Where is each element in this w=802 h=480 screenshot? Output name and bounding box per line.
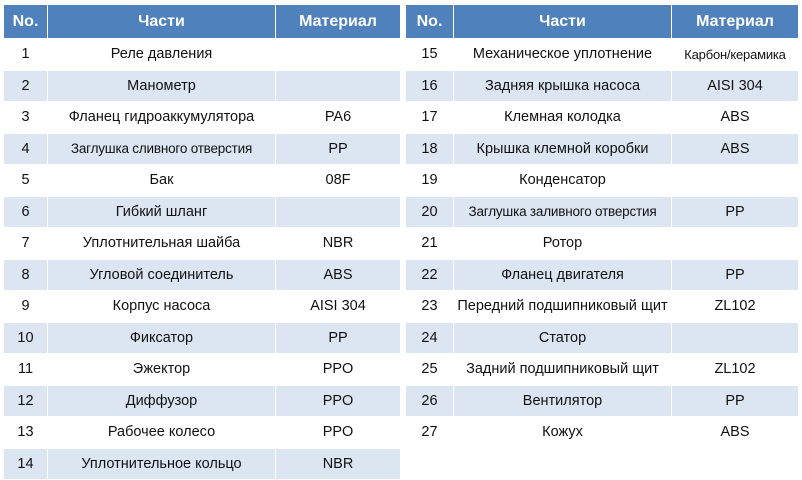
- row-number: 20: [406, 197, 454, 229]
- row-number: 8: [4, 260, 48, 292]
- table-row: [4, 323, 400, 355]
- part-material: PP: [276, 323, 400, 355]
- table-row: [406, 165, 798, 197]
- part-material: ZL102: [672, 291, 798, 323]
- part-name: Заглушка заливного отверстия: [454, 197, 672, 229]
- part-material: ABS: [672, 134, 798, 166]
- table-row: [406, 386, 798, 418]
- part-name: Передний подшипниковый щит: [454, 291, 672, 323]
- row-number: 14: [4, 449, 48, 480]
- header-row: [406, 5, 798, 39]
- part-name: Гибкий шланг: [48, 197, 276, 229]
- part-name: Статор: [454, 323, 672, 355]
- row-number: 19: [406, 165, 454, 197]
- row-number: 1: [4, 39, 48, 71]
- table-row: [406, 417, 798, 449]
- part-name: Клемная колодка: [454, 102, 672, 134]
- row-number: 15: [406, 39, 454, 71]
- part-material: Карбон/керамика: [672, 39, 798, 71]
- table-row: [4, 134, 400, 166]
- part-material: [672, 323, 798, 355]
- parts-table-right: [406, 5, 798, 449]
- part-name: Задний подшипниковый щит: [454, 354, 672, 386]
- part-material: [672, 228, 798, 260]
- row-number: 7: [4, 228, 48, 260]
- row-number: 3: [4, 102, 48, 134]
- parts-table-left: [4, 5, 400, 480]
- row-number: 16: [406, 71, 454, 103]
- part-material: PA6: [276, 102, 400, 134]
- row-number: 12: [4, 386, 48, 418]
- table-row: [4, 386, 400, 418]
- header-part: Части: [48, 5, 276, 39]
- row-number: 25: [406, 354, 454, 386]
- part-material: [672, 165, 798, 197]
- header-no: No.: [4, 5, 48, 39]
- row-number: 10: [4, 323, 48, 355]
- row-number: 22: [406, 260, 454, 292]
- table-row: [406, 71, 798, 103]
- row-number: 5: [4, 165, 48, 197]
- part-name: Угловой соединитель: [48, 260, 276, 292]
- part-material: PP: [276, 134, 400, 166]
- part-name: Бак: [48, 165, 276, 197]
- part-material: NBR: [276, 449, 400, 480]
- table-row: [4, 102, 400, 134]
- row-number: 26: [406, 386, 454, 418]
- table-row: [406, 134, 798, 166]
- table-row: [406, 291, 798, 323]
- row-number: 17: [406, 102, 454, 134]
- part-material: 08F: [276, 165, 400, 197]
- table-row: [406, 39, 798, 71]
- part-material: PPO: [276, 354, 400, 386]
- part-name: Фланец гидроаккумулятора: [48, 102, 276, 134]
- table-row: [4, 71, 400, 103]
- part-name: Уплотнительное кольцо: [48, 449, 276, 480]
- table-row: [4, 417, 400, 449]
- table-row: [406, 102, 798, 134]
- part-material: NBR: [276, 228, 400, 260]
- header-no: No.: [406, 5, 454, 39]
- part-name: Задняя крышка насоса: [454, 71, 672, 103]
- part-name: Эжектор: [48, 354, 276, 386]
- row-number: 23: [406, 291, 454, 323]
- part-material: ZL102: [672, 354, 798, 386]
- left-table-body: [4, 39, 400, 480]
- part-name: Ротор: [454, 228, 672, 260]
- header-material: Материал: [276, 5, 400, 39]
- part-material: [276, 71, 400, 103]
- table-row: [4, 449, 400, 480]
- table-row: [4, 39, 400, 71]
- part-name: Фланец двигателя: [454, 260, 672, 292]
- part-material: AISI 304: [276, 291, 400, 323]
- part-name: Заглушка сливного отверстия: [48, 134, 276, 166]
- row-number: 9: [4, 291, 48, 323]
- part-material: [276, 39, 400, 71]
- table-row: [4, 260, 400, 292]
- table-row: [406, 354, 798, 386]
- row-number: 13: [4, 417, 48, 449]
- header-part: Части: [454, 5, 672, 39]
- row-number: 6: [4, 197, 48, 229]
- part-material: AISI 304: [672, 71, 798, 103]
- table-row: [4, 165, 400, 197]
- right-table-body: [406, 39, 798, 449]
- part-name: Уплотнительная шайба: [48, 228, 276, 260]
- part-name: Кожух: [454, 417, 672, 449]
- table-row: [4, 354, 400, 386]
- part-name: Конденсатор: [454, 165, 672, 197]
- table-row: [4, 291, 400, 323]
- row-number: 18: [406, 134, 454, 166]
- table-row: [4, 197, 400, 229]
- part-material: [276, 197, 400, 229]
- part-material: PP: [672, 386, 798, 418]
- part-name: Механическое уплотнение: [454, 39, 672, 71]
- part-material: PPO: [276, 386, 400, 418]
- row-number: 24: [406, 323, 454, 355]
- part-name: Фиксатор: [48, 323, 276, 355]
- table-row: [406, 323, 798, 355]
- header-row: [4, 5, 400, 39]
- part-material: PPO: [276, 417, 400, 449]
- table-row: [406, 260, 798, 292]
- part-material: ABS: [276, 260, 400, 292]
- table-row: [4, 228, 400, 260]
- part-name: Диффузор: [48, 386, 276, 418]
- table-row: [406, 197, 798, 229]
- header-material: Материал: [672, 5, 798, 39]
- table-row: [406, 228, 798, 260]
- part-name: Корпус насоса: [48, 291, 276, 323]
- part-name: Крышка клемной коробки: [454, 134, 672, 166]
- row-number: 27: [406, 417, 454, 449]
- part-material: ABS: [672, 102, 798, 134]
- row-number: 21: [406, 228, 454, 260]
- row-number: 11: [4, 354, 48, 386]
- part-name: Манометр: [48, 71, 276, 103]
- part-name: Вентилятор: [454, 386, 672, 418]
- row-number: 4: [4, 134, 48, 166]
- part-name: Рабочее колесо: [48, 417, 276, 449]
- part-name: Реле давления: [48, 39, 276, 71]
- part-material: PP: [672, 197, 798, 229]
- row-number: 2: [4, 71, 48, 103]
- part-material: PP: [672, 260, 798, 292]
- part-material: ABS: [672, 417, 798, 449]
